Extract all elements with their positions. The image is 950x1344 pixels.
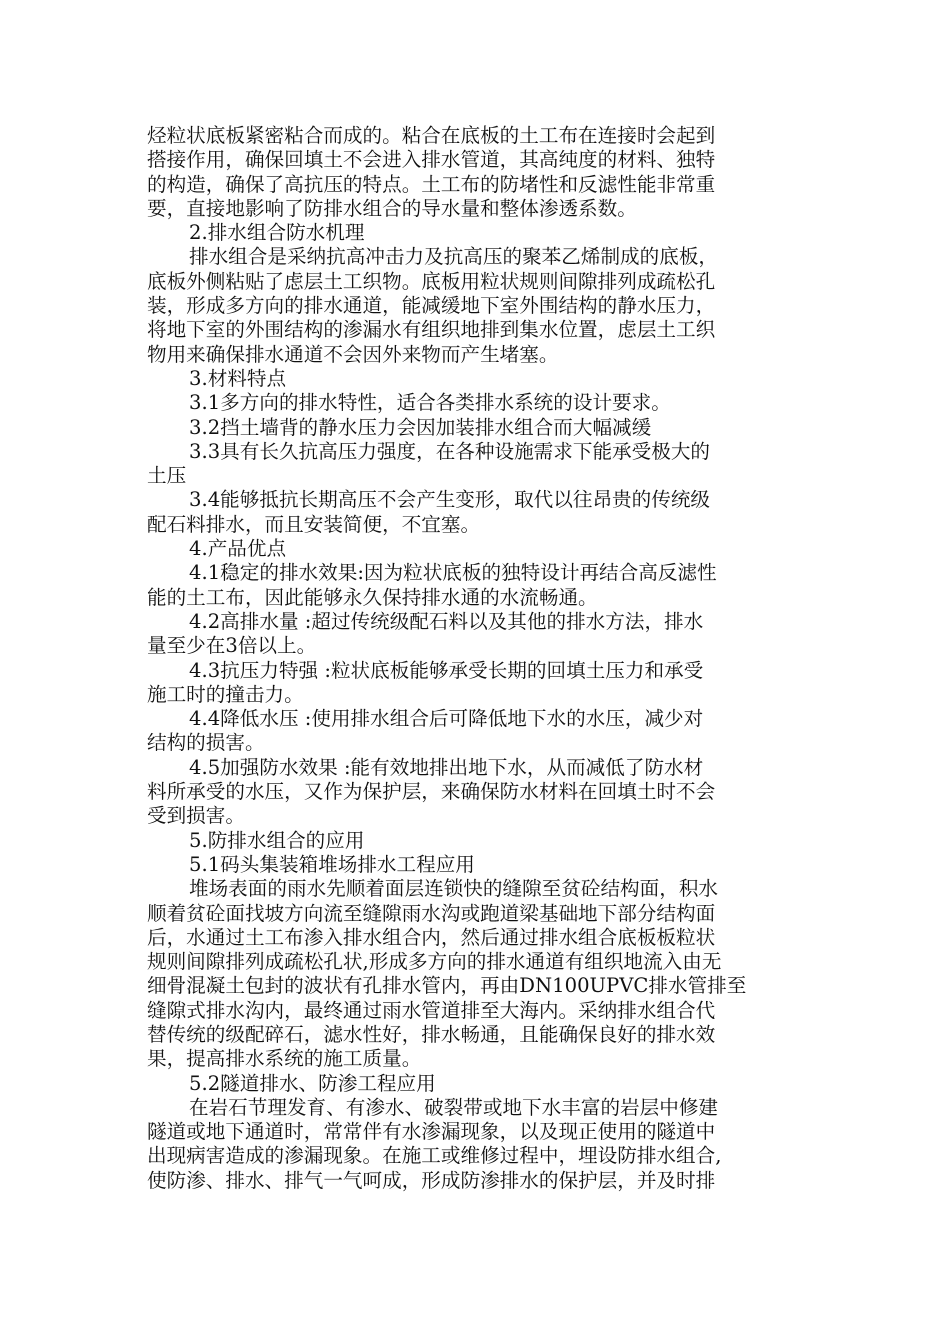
text-line: 4.产品优点 (189, 537, 287, 561)
text-line: 5.2隧道排水、防渗工程应用 (189, 1071, 436, 1095)
text-line: 4.4降低水压 :使用排水组合后可降低地下水的水压，减少对 (189, 707, 704, 731)
text-line: 使防渗、排水、排气一气呵成，形成防渗排水的保护层，并及时排 (147, 1168, 716, 1192)
text-line: 底板外侧粘贴了虑层土工织物。底板用粒状规则间隙排列成疏松孔 (147, 269, 716, 293)
text-line: 物用来确保排水通道不会因外来物而产生堵塞。 (147, 342, 559, 366)
text-line: 4.5加强防水效果 :能有效地排出地下水，从而减低了防水材 (189, 755, 704, 779)
text-line: 3.3具有长久抗高压力强度，在各种设施需求下能承受极大的 (189, 439, 711, 463)
document-body (147, 124, 805, 1193)
text-line: 后，水通过土工布渗入排水组合内，然后通过排水组合底板板粒状 (147, 925, 716, 949)
text-line: 细骨混凝土包封的波状有孔排水管内，再由DN100UPVC排水管排至 (147, 974, 747, 998)
text-line: 排水组合是采纳抗高冲击力及抗高压的聚苯乙烯制成的底板， (189, 245, 719, 269)
text-line: 4.1稳定的排水效果:因为粒状底板的独特设计再结合高反滤性 (189, 561, 717, 585)
text-line: 受到损害。 (147, 804, 245, 828)
text-line: 3.2挡土墙背的静水压力会因加装排水组合而大幅减缓 (189, 415, 652, 439)
text-line: 装，形成多方向的排水通道，能减缓地下室外围结构的静水压力， (147, 294, 716, 318)
text-line: 料所承受的水压，又作为保护层，来确保防水材料在回填土时不会 (147, 780, 716, 804)
text-line: 结构的损害。 (147, 731, 265, 755)
text-line: 配石料排水，而且安装简便，不宜塞。 (147, 512, 481, 536)
text-line: 在岩石节理发育、有渗水、破裂带或地下水丰富的岩层中修建 (189, 1095, 719, 1119)
text-line: 顺着贫砼面找坡方向流至缝隙雨水沟或跑道梁基础地下部分结构面 (147, 901, 716, 925)
text-line: 将地下室的外围结构的渗漏水有组织地排到集水位置，虑层土工织 (147, 318, 716, 342)
text-line: 烃粒状底板紧密粘合而成的。粘合在底板的土工布在连接时会起到 (147, 124, 716, 147)
text-line: 4.2高排水量 :超过传统级配石料以及其他的排水方法，排水 (189, 609, 704, 633)
text-line: 搭接作用，确保回填土不会进入排水管道，其高纯度的材料、独特 (147, 148, 716, 172)
text-line: 替传统的级配碎石，滤水性好，排水畅通，且能确保良好的排水效 (147, 1022, 716, 1046)
text-line: 5.防排水组合的应用 (189, 828, 365, 852)
text-line: 要，直接地影响了防排水组合的导水量和整体渗透系数。 (147, 196, 637, 220)
text-line: 2.排水组合防水机理 (189, 221, 365, 245)
text-line: 3.材料特点 (189, 366, 287, 390)
text-line: 4.3抗压力特强 :粒状底板能够承受长期的回填土压力和承受 (189, 658, 704, 682)
text-line: 3.1多方向的排水特性，适合各类排水系统的设计要求。 (189, 391, 671, 415)
text-line: 能的土工布，因此能够永久保持排水通的水流畅通。 (147, 585, 598, 609)
text-line: 土压 (147, 464, 187, 488)
text-line: 缝隙式排水沟内，最终通过雨水管道排至大海内。采纳排水组合代 (147, 998, 716, 1022)
text-line: 堆场表面的雨水先顺着面层连锁快的缝隙至贫砼结构面，积水 (189, 877, 719, 901)
text-line: 果，提高排水系统的施工质量。 (147, 1047, 422, 1071)
text-line: 量至少在3倍以上。 (147, 634, 317, 658)
text-line: 3.4能够抵抗长期高压不会产生变形，取代以往昂贵的传统级 (189, 488, 711, 512)
text-line: 的构造，确保了高抗压的特点。土工布的防堵性和反滤性能非常重 (147, 172, 716, 196)
text-line: 规则间隙排列成疏松孔状,形成多方向的排水通道有组织地流入由无 (147, 950, 722, 974)
text-line: 出现病害造成的渗漏现象。在施工或维修过程中，埋设防排水组合, (147, 1144, 722, 1168)
text-line: 隧道或地下通道时，常常伴有水渗漏现象，以及现正使用的隧道中 (147, 1120, 716, 1144)
text-line: 施工时的撞击力。 (147, 682, 304, 706)
text-line: 5.1码头集装箱堆场排水工程应用 (189, 852, 475, 876)
